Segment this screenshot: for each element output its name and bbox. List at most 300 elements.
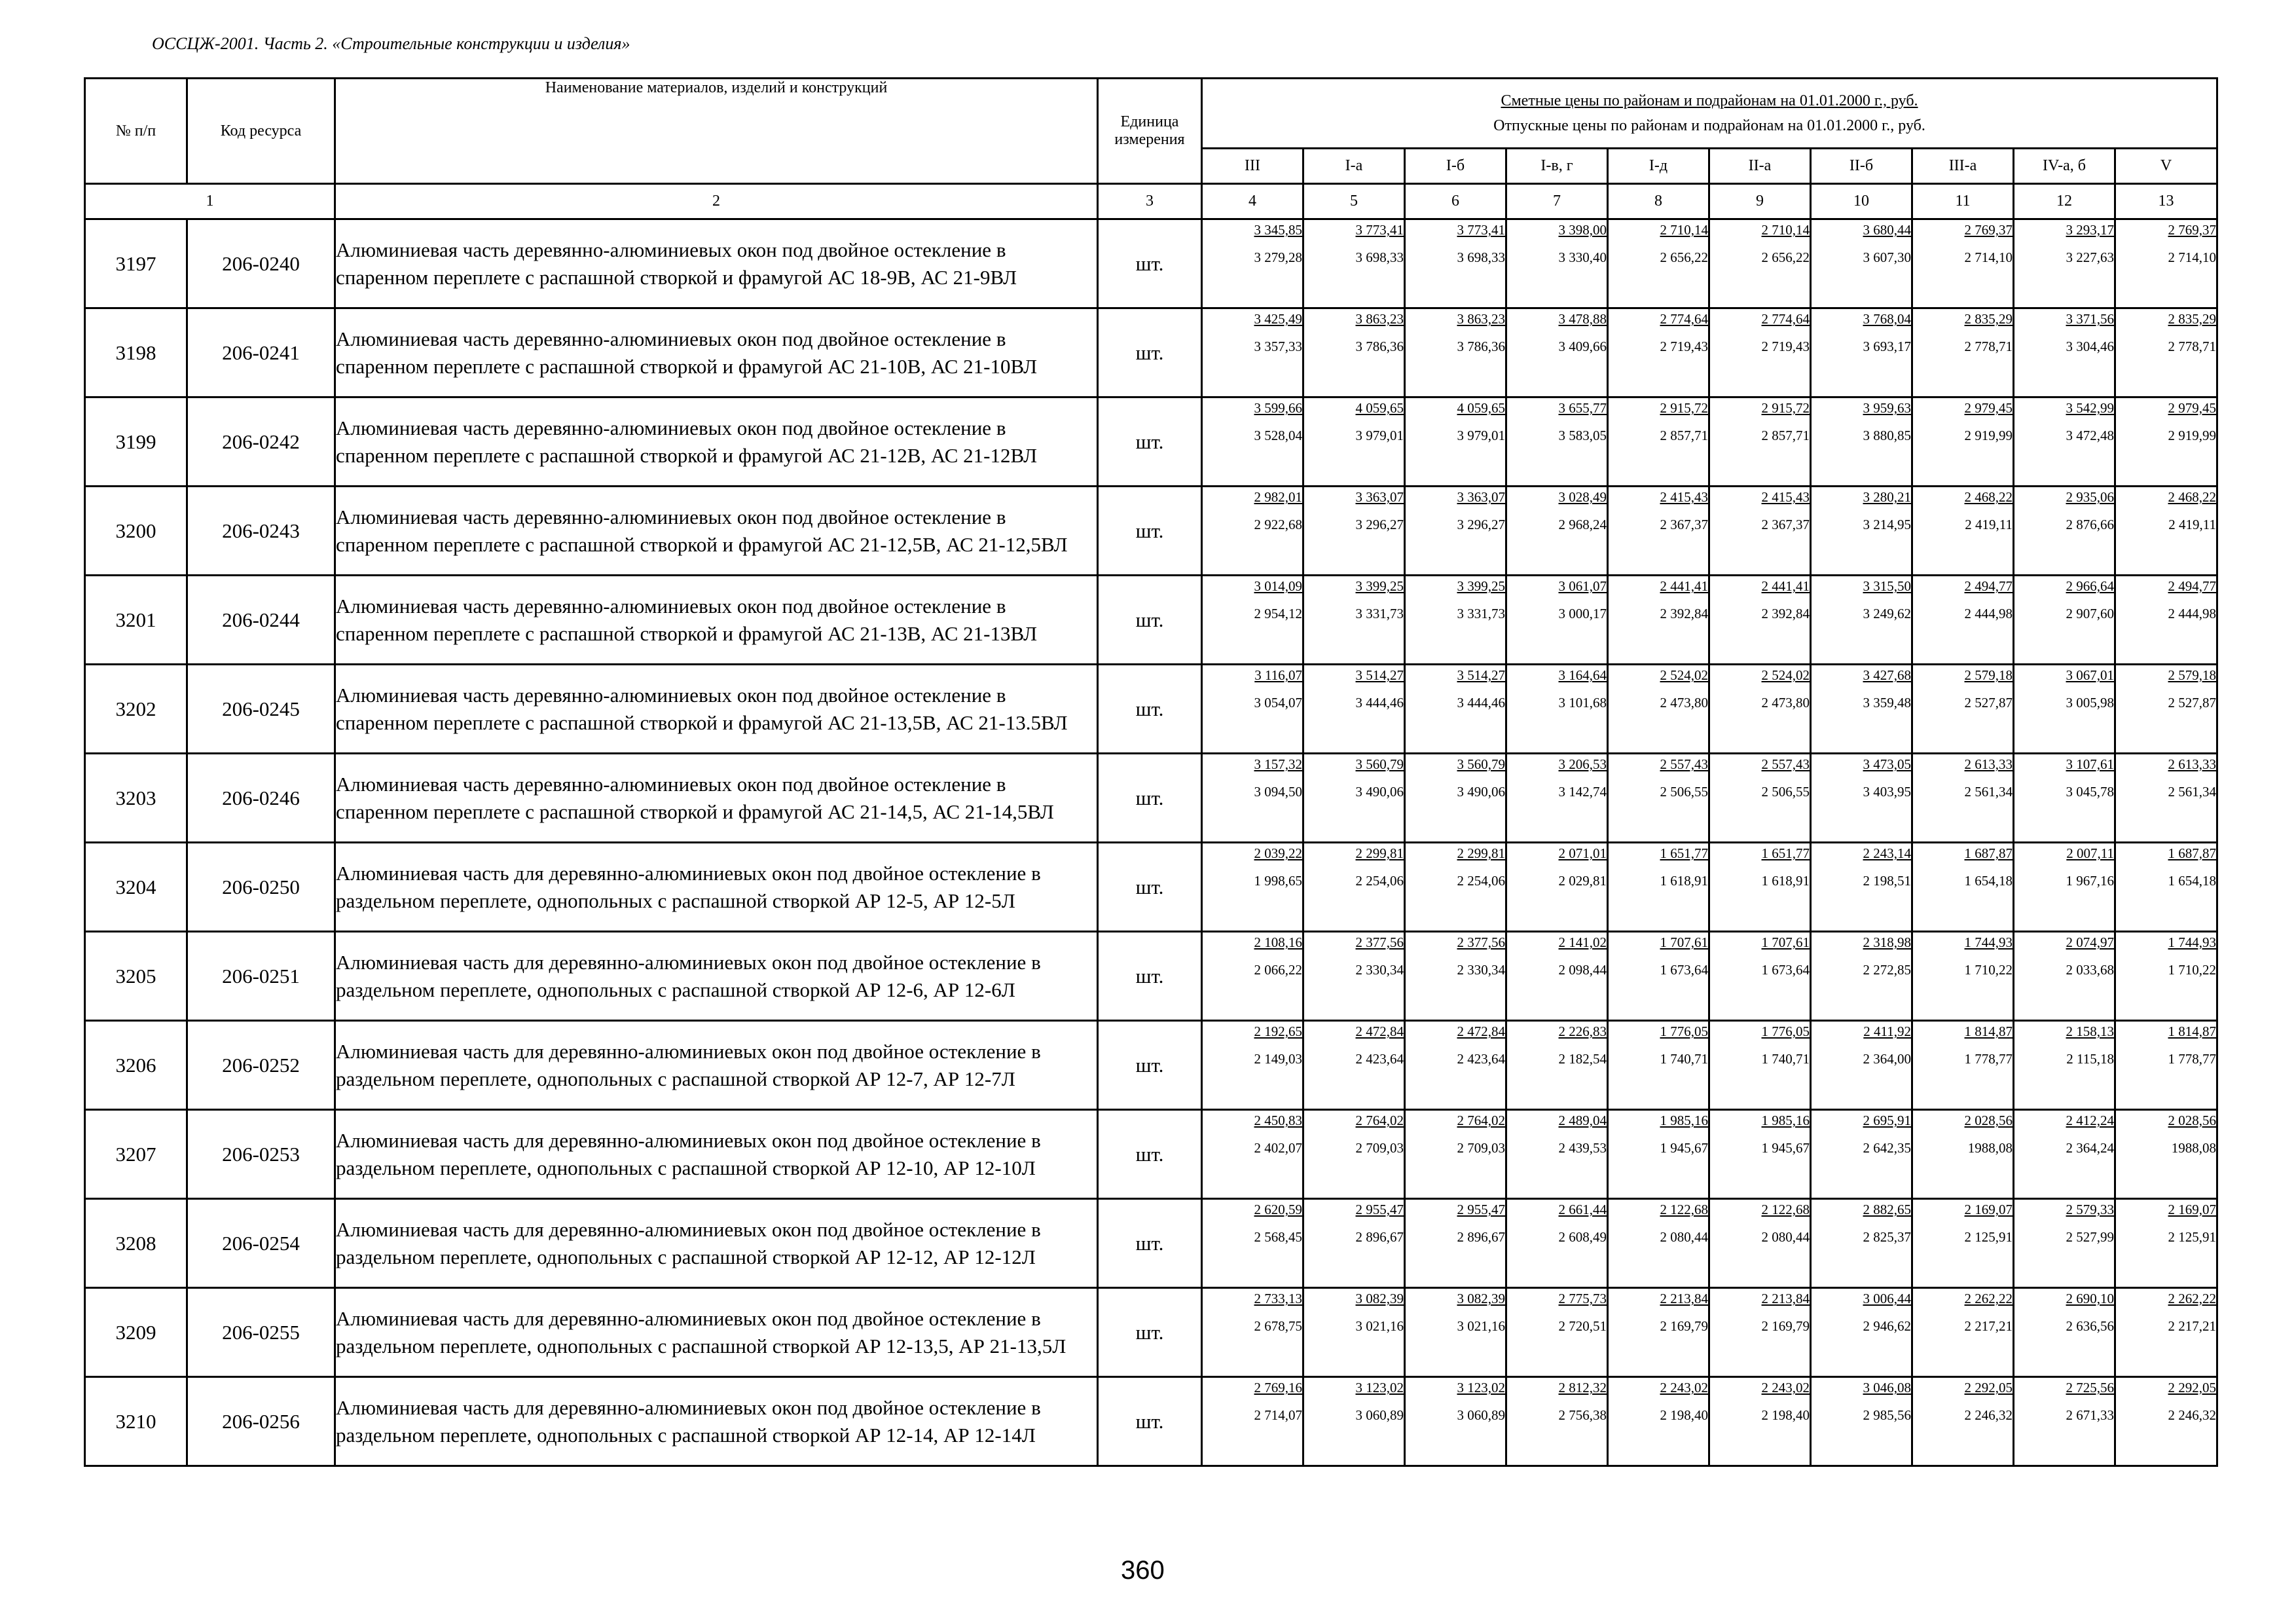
estimate-price: 2 690,10	[2066, 1291, 2114, 1306]
resource-code: 206-0253	[187, 1110, 335, 1199]
release-price: 3 698,33	[1457, 249, 1505, 265]
price-cell	[1303, 843, 1405, 932]
price-cell	[1303, 1110, 1405, 1199]
price-cell	[1202, 1288, 1303, 1377]
col-header-unit: Единица измерения	[1098, 79, 1202, 184]
table-row	[85, 397, 2217, 487]
price-cell	[1608, 1377, 1709, 1466]
row-number: 3201	[85, 576, 187, 665]
unit-of-measure: шт.	[1098, 1377, 1202, 1466]
release-price: 3 786,36	[1457, 339, 1505, 354]
page-number: 360	[1121, 1556, 1165, 1585]
estimate-price: 3 473,05	[1863, 756, 1911, 772]
resource-code: 206-0254	[187, 1199, 335, 1288]
price-cell	[1506, 219, 1608, 308]
release-price: 1 673,64	[1660, 962, 1708, 978]
price-cell	[1202, 754, 1303, 843]
release-price: 3 296,27	[1457, 517, 1505, 532]
estimate-price: 3 680,44	[1863, 222, 1911, 238]
release-price: 2 506,55	[1761, 784, 1810, 800]
row-number: 3210	[85, 1377, 187, 1466]
price-cell	[1506, 754, 1608, 843]
price-cell	[2115, 754, 2217, 843]
col-header-region: II-б	[1811, 149, 1912, 184]
price-cell	[1303, 308, 1405, 397]
price-cell	[2115, 487, 2217, 576]
price-cell	[1608, 219, 1709, 308]
price-cell	[1506, 308, 1608, 397]
estimate-price: 1 707,61	[1660, 934, 1708, 950]
release-price: 3 490,06	[1457, 784, 1505, 800]
price-cell	[1202, 1377, 1303, 1466]
row-number: 3204	[85, 843, 187, 932]
release-price: 3 094,50	[1254, 784, 1302, 800]
release-price: 2 125,91	[2168, 1229, 2217, 1245]
price-cell	[1506, 1288, 1608, 1377]
estimate-price: 2 074,97	[2066, 934, 2114, 950]
release-price: 2 946,62	[1863, 1318, 1911, 1334]
table-row	[85, 1199, 2217, 1288]
release-price: 3 021,16	[1457, 1318, 1505, 1334]
release-price: 3 060,89	[1457, 1407, 1505, 1423]
price-cell	[2014, 1110, 2115, 1199]
estimate-price: 3 768,04	[1863, 311, 1911, 327]
price-cell	[2115, 308, 2217, 397]
col-header-name: Наименование материалов, изделий и конструкций	[335, 79, 1098, 184]
release-price: 2 527,87	[1964, 695, 2013, 710]
release-price: 2 709,03	[1457, 1140, 1505, 1156]
price-cell	[1608, 843, 1709, 932]
price-cell	[2014, 576, 2115, 665]
release-price: 3 279,28	[1254, 249, 1302, 265]
release-price: 2 198,51	[1863, 873, 1911, 889]
estimate-price: 4 059,65	[1355, 400, 1404, 416]
release-price: 3 583,05	[1558, 428, 1607, 443]
col-number: 7	[1506, 184, 1608, 219]
col-number: 6	[1405, 184, 1506, 219]
material-name: Алюминиевая часть для деревянно-алюминиевых окон под двойное остекление в раздельном переплете, однопольных с распашной створкой АР 12-13,5, АР 21-13,5Л	[335, 1288, 1098, 1377]
price-cell	[1709, 308, 1811, 397]
price-cell	[1811, 487, 1912, 576]
estimate-price: 2 769,37	[2168, 222, 2217, 238]
estimate-price: 2 441,41	[1660, 578, 1708, 594]
price-cell	[1506, 1199, 1608, 1288]
release-price: 3 005,98	[2066, 695, 2114, 710]
estimate-price: 3 345,85	[1254, 222, 1302, 238]
col-number: 10	[1811, 184, 1912, 219]
estimate-price: 3 123,02	[1355, 1380, 1404, 1395]
price-cell	[1608, 576, 1709, 665]
col-number: 11	[1912, 184, 2014, 219]
price-cell	[1811, 665, 1912, 754]
table-row	[85, 487, 2217, 576]
price-cell	[1405, 487, 1506, 576]
estimate-price: 3 293,17	[2066, 222, 2114, 238]
estimate-price: 2 472,84	[1355, 1024, 1404, 1039]
price-cell	[1405, 308, 1506, 397]
release-price: 3 045,78	[2066, 784, 2114, 800]
unit-of-measure: шт.	[1098, 576, 1202, 665]
estimate-price: 2 579,18	[2168, 667, 2217, 683]
price-cell	[1405, 932, 1506, 1021]
estimate-price: 2 882,65	[1863, 1202, 1911, 1217]
price-cell	[1506, 843, 1608, 932]
price-cell	[1709, 665, 1811, 754]
estimate-price: 2 450,83	[1254, 1113, 1302, 1128]
price-cell	[1608, 665, 1709, 754]
release-price: 3 331,73	[1355, 606, 1404, 621]
price-cell	[1709, 576, 1811, 665]
estimate-price: 2 955,47	[1457, 1202, 1505, 1217]
material-name: Алюминиевая часть для деревянно-алюминиевых окон под двойное остекление в раздельном переплете, однопольных с распашной створкой АР 12-6, АР 12-6Л	[335, 932, 1098, 1021]
release-price: 1 710,22	[1964, 962, 2013, 978]
release-price: 3 060,89	[1355, 1407, 1404, 1423]
release-price: 2 922,68	[1254, 517, 1302, 532]
release-price: 2 198,40	[1660, 1407, 1708, 1423]
price-cell	[1608, 932, 1709, 1021]
release-price: 1 618,91	[1660, 873, 1708, 889]
estimate-price: 3 116,07	[1254, 667, 1302, 683]
release-price: 2 080,44	[1660, 1229, 1708, 1245]
estimate-price: 3 773,41	[1457, 222, 1505, 238]
estimate-price: 3 206,53	[1558, 756, 1607, 772]
release-price: 3 786,36	[1355, 339, 1404, 354]
material-name: Алюминиевая часть для деревянно-алюминиевых окон под двойное остекление в раздельном переплете, однопольных с распашной створкой АР 12-5, АР 12-5Л	[335, 843, 1098, 932]
estimate-price: 2 979,45	[2168, 400, 2217, 416]
price-cell	[1405, 576, 1506, 665]
prices-title-release: Отпускные цены по районам и подрайонам на 01.01.2000 г., руб.	[1493, 117, 1925, 134]
release-price: 2 825,37	[1863, 1229, 1911, 1245]
col-header-num: № п/п	[85, 79, 187, 184]
release-price: 2 720,51	[1558, 1318, 1607, 1334]
estimate-price: 1 985,16	[1761, 1113, 1810, 1128]
material-name: Алюминиевая часть деревянно-алюминиевых окон под двойное остекление в спаренном переплете с распашной створкой и фрамугой АС 18-9В, АС 21-9ВЛ	[335, 219, 1098, 308]
release-price: 1 710,22	[2168, 962, 2217, 978]
release-price: 2 444,98	[2168, 606, 2217, 621]
estimate-price: 2 243,02	[1660, 1380, 1708, 1395]
estimate-price: 2 243,02	[1761, 1380, 1810, 1395]
release-price: 2 169,79	[1660, 1318, 1708, 1334]
price-cell	[1405, 219, 1506, 308]
release-price: 3 101,68	[1558, 695, 1607, 710]
price-cell	[1709, 397, 1811, 487]
price-cell	[2014, 397, 2115, 487]
price-cell	[1912, 843, 2014, 932]
price-cell	[2115, 665, 2217, 754]
release-price: 2 642,35	[1863, 1140, 1911, 1156]
estimate-price: 1 651,77	[1761, 845, 1810, 861]
release-price: 2 254,06	[1457, 873, 1505, 889]
price-cell	[1709, 1021, 1811, 1110]
price-cell	[1303, 665, 1405, 754]
price-cell	[1608, 397, 1709, 487]
estimate-price: 3 157,32	[1254, 756, 1302, 772]
resource-code: 206-0255	[187, 1288, 335, 1377]
release-price: 2 367,37	[1761, 517, 1810, 532]
release-price: 2 098,44	[1558, 962, 1607, 978]
release-price: 2 714,10	[1964, 249, 2013, 265]
estimate-price: 1 776,05	[1660, 1024, 1708, 1039]
estimate-price: 2 494,77	[1964, 578, 2013, 594]
release-price: 2 364,00	[1863, 1051, 1911, 1067]
estimate-price: 3 006,44	[1863, 1291, 1911, 1306]
price-cell	[2014, 932, 2115, 1021]
row-number: 3197	[85, 219, 187, 308]
unit-of-measure: шт.	[1098, 397, 1202, 487]
price-cell	[2014, 1199, 2115, 1288]
release-price: 2 392,84	[1761, 606, 1810, 621]
estimate-price: 3 863,23	[1355, 311, 1404, 327]
release-price: 2 080,44	[1761, 1229, 1810, 1245]
col-header-region: I-а	[1303, 149, 1405, 184]
price-cell	[1608, 754, 1709, 843]
document-header: ОССЦЖ-2001. Часть 2. «Строительные конструкции и изделия»	[152, 34, 630, 53]
release-price: 3 054,07	[1254, 695, 1302, 710]
price-cell	[1506, 932, 1608, 1021]
estimate-price: 3 164,64	[1558, 667, 1607, 683]
price-cell	[1709, 1110, 1811, 1199]
price-cell	[2014, 487, 2115, 576]
release-price: 3 403,95	[1863, 784, 1911, 800]
estimate-price: 2 108,16	[1254, 934, 1302, 950]
release-price: 2 115,18	[2066, 1051, 2114, 1067]
price-cell	[2014, 308, 2115, 397]
release-price: 2 066,22	[1254, 962, 1302, 978]
estimate-price: 1 687,87	[1964, 845, 2013, 861]
release-price: 2 778,71	[1964, 339, 2013, 354]
estimate-price: 2 835,29	[2168, 311, 2217, 327]
estimate-price: 2 415,43	[1660, 489, 1708, 505]
release-price: 3 000,17	[1558, 606, 1607, 621]
price-cell	[2014, 1021, 2115, 1110]
estimate-price: 2 935,06	[2066, 489, 2114, 505]
estimate-price: 2 292,05	[2168, 1380, 2217, 1395]
release-price: 1 673,64	[1761, 962, 1810, 978]
release-price: 2 149,03	[1254, 1051, 1302, 1067]
release-price: 1 740,71	[1660, 1051, 1708, 1067]
price-cell	[1912, 665, 2014, 754]
estimate-price: 2 955,47	[1355, 1202, 1404, 1217]
resource-code: 206-0252	[187, 1021, 335, 1110]
estimate-price: 2 812,32	[1558, 1380, 1607, 1395]
col-header-prices	[1202, 79, 2217, 149]
col-header-region: V	[2115, 149, 2217, 184]
release-price: 3 330,40	[1558, 249, 1607, 265]
estimate-price: 2 377,56	[1457, 934, 1505, 950]
price-cell	[1608, 1021, 1709, 1110]
release-price: 2 919,99	[2168, 428, 2217, 443]
estimate-price: 3 399,25	[1457, 578, 1505, 594]
price-cell	[2014, 754, 2115, 843]
price-cell	[1405, 1377, 1506, 1466]
price-cell	[2115, 219, 2217, 308]
estimate-price: 3 046,08	[1863, 1380, 1911, 1395]
price-cell	[1202, 487, 1303, 576]
estimate-price: 2 979,45	[1964, 400, 2013, 416]
row-number: 3208	[85, 1199, 187, 1288]
price-cell	[2014, 843, 2115, 932]
unit-of-measure: шт.	[1098, 754, 1202, 843]
release-price: 2 217,21	[1964, 1318, 2013, 1334]
estimate-price: 2 524,02	[1660, 667, 1708, 683]
unit-of-measure: шт.	[1098, 487, 1202, 576]
price-cell	[1303, 1288, 1405, 1377]
price-cell	[2014, 219, 2115, 308]
estimate-price: 2 725,56	[2066, 1380, 2114, 1395]
estimate-price: 1 814,87	[1964, 1024, 2013, 1039]
estimate-price: 2 710,14	[1660, 222, 1708, 238]
material-name: Алюминиевая часть деревянно-алюминиевых окон под двойное остекление в спаренном переплете с распашной створкой и фрамугой АС 21-10В, АС 21-10ВЛ	[335, 308, 1098, 397]
release-price: 2 907,60	[2066, 606, 2114, 621]
release-price: 2 473,80	[1761, 695, 1810, 710]
price-cell	[1912, 932, 2014, 1021]
release-price: 1 998,65	[1254, 873, 1302, 889]
col-number: 4	[1202, 184, 1303, 219]
resource-code: 206-0244	[187, 576, 335, 665]
release-price: 3 880,85	[1863, 428, 1911, 443]
release-price: 2 033,68	[2066, 962, 2114, 978]
resource-code: 206-0251	[187, 932, 335, 1021]
release-price: 2 367,37	[1660, 517, 1708, 532]
estimate-price: 2 557,43	[1761, 756, 1810, 772]
estimate-price: 2 613,33	[1964, 756, 2013, 772]
estimate-price: 2 620,59	[1254, 1202, 1302, 1217]
price-cell	[1405, 665, 1506, 754]
price-cell	[1405, 1110, 1506, 1199]
resource-code: 206-0241	[187, 308, 335, 397]
estimate-price: 2 710,14	[1761, 222, 1810, 238]
estimate-price: 3 082,39	[1355, 1291, 1404, 1306]
material-name: Алюминиевая часть деревянно-алюминиевых окон под двойное остекление в спаренном переплете с распашной створкой и фрамугой АС 21-12В, АС 21-12ВЛ	[335, 397, 1098, 487]
estimate-price: 2 169,07	[1964, 1202, 2013, 1217]
release-price: 2 272,85	[1863, 962, 1911, 978]
price-cell	[1912, 576, 2014, 665]
unit-of-measure: шт.	[1098, 1199, 1202, 1288]
release-price: 3 249,62	[1863, 606, 1911, 621]
release-price: 2 778,71	[2168, 339, 2217, 354]
price-cell	[2115, 1377, 2217, 1466]
row-number: 3199	[85, 397, 187, 487]
release-price: 2 756,38	[1558, 1407, 1607, 1423]
estimate-price: 2 441,41	[1761, 578, 1810, 594]
release-price: 2 198,40	[1761, 1407, 1810, 1423]
col-header-code: Код ресурса	[187, 79, 335, 184]
estimate-price: 3 863,23	[1457, 311, 1505, 327]
material-name: Алюминиевая часть для деревянно-алюминиевых окон под двойное остекление в раздельном переплете, однопольных с распашной створкой АР 12-7, АР 12-7Л	[335, 1021, 1098, 1110]
release-price: 2 656,22	[1660, 249, 1708, 265]
release-price: 2 527,99	[2066, 1229, 2114, 1245]
release-price: 1 967,16	[2066, 873, 2114, 889]
price-cell	[2014, 1377, 2115, 1466]
estimate-price: 2 122,68	[1761, 1202, 1810, 1217]
estimate-price: 2 472,84	[1457, 1024, 1505, 1039]
estimate-price: 2 262,22	[1964, 1291, 2013, 1306]
release-price: 1988,08	[1967, 1140, 2013, 1156]
table-row	[85, 843, 2217, 932]
estimate-price: 1 985,16	[1660, 1113, 1708, 1128]
estimate-price: 3 082,39	[1457, 1291, 1505, 1306]
price-cell	[1202, 576, 1303, 665]
estimate-price: 2 774,64	[1660, 311, 1708, 327]
row-number: 3209	[85, 1288, 187, 1377]
estimate-price: 2 158,13	[2066, 1024, 2114, 1039]
price-cell	[1811, 1110, 1912, 1199]
price-cell	[2115, 397, 2217, 487]
row-number: 3207	[85, 1110, 187, 1199]
estimate-price: 3 028,49	[1558, 489, 1607, 505]
col-number: 3	[1098, 184, 1202, 219]
price-cell	[1912, 397, 2014, 487]
price-cell	[1912, 487, 2014, 576]
estimate-price: 2 007,11	[2066, 845, 2114, 861]
row-number: 3200	[85, 487, 187, 576]
estimate-price: 2 213,84	[1761, 1291, 1810, 1306]
unit-of-measure: шт.	[1098, 1021, 1202, 1110]
estimate-price: 2 661,44	[1558, 1202, 1607, 1217]
estimate-price: 2 213,84	[1660, 1291, 1708, 1306]
price-cell	[1811, 1377, 1912, 1466]
price-cell	[1709, 932, 1811, 1021]
price-cell	[1303, 487, 1405, 576]
price-cell	[1303, 1377, 1405, 1466]
estimate-price: 3 959,63	[1863, 400, 1911, 416]
release-price: 2 656,22	[1761, 249, 1810, 265]
prices-title-estimate: Сметные цены по районам и подрайонам на 01.01.2000 г., руб.	[1501, 92, 1918, 109]
col-header-region: IV-а, б	[2014, 149, 2115, 184]
table-row	[85, 308, 2217, 397]
release-price: 1 778,77	[1964, 1051, 2013, 1067]
price-cell	[1912, 1377, 2014, 1466]
release-price: 3 021,16	[1355, 1318, 1404, 1334]
resource-code: 206-0250	[187, 843, 335, 932]
release-price: 2 608,49	[1558, 1229, 1607, 1245]
release-price: 2 439,53	[1558, 1140, 1607, 1156]
estimate-price: 2 243,14	[1863, 845, 1911, 861]
release-price: 2 719,43	[1660, 339, 1708, 354]
release-price: 3 979,01	[1355, 428, 1404, 443]
release-price: 3 444,46	[1457, 695, 1505, 710]
estimate-price: 2 028,56	[1964, 1113, 2013, 1128]
release-price: 3 359,48	[1863, 695, 1911, 710]
price-cell	[2115, 1199, 2217, 1288]
estimate-price: 3 560,79	[1457, 756, 1505, 772]
price-cell	[1709, 487, 1811, 576]
price-cell	[2115, 843, 2217, 932]
estimate-price: 2 468,22	[2168, 489, 2217, 505]
estimate-price: 2 775,73	[1558, 1291, 1607, 1306]
estimate-price: 3 363,07	[1457, 489, 1505, 505]
price-cell	[2115, 1288, 2217, 1377]
estimate-price: 3 514,27	[1457, 667, 1505, 683]
table-row	[85, 576, 2217, 665]
price-cell	[2115, 932, 2217, 1021]
estimate-price: 2 764,02	[1355, 1113, 1404, 1128]
release-price: 2 714,10	[2168, 249, 2217, 265]
estimate-price: 2 071,01	[1558, 845, 1607, 861]
price-cell	[1506, 576, 1608, 665]
price-cell	[1608, 308, 1709, 397]
release-price: 3 698,33	[1355, 249, 1404, 265]
unit-of-measure: шт.	[1098, 308, 1202, 397]
estimate-price: 2 415,43	[1761, 489, 1810, 505]
col-header-region: II-а	[1709, 149, 1811, 184]
estimate-price: 3 107,61	[2066, 756, 2114, 772]
price-cell	[1709, 843, 1811, 932]
estimate-price: 2 411,92	[1863, 1024, 1911, 1039]
release-price: 2 473,80	[1660, 695, 1708, 710]
col-header-region: I-в, г	[1506, 149, 1608, 184]
estimate-price: 2 982,01	[1254, 489, 1302, 505]
